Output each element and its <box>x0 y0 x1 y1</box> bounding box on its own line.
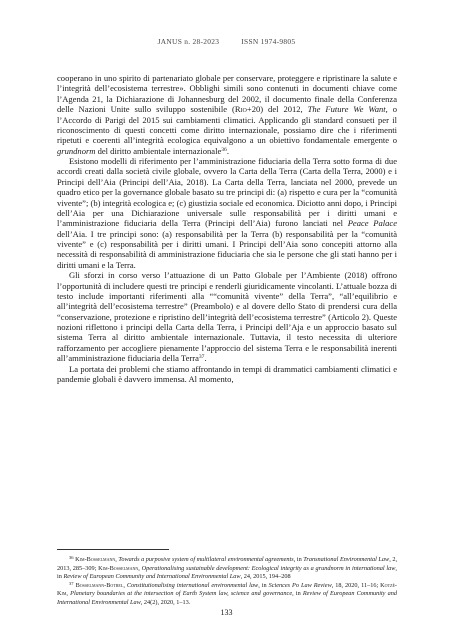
footnote-text: , <box>138 564 142 572</box>
paragraph-text: La portata dei problemi che stiamo affrontando in tempi di drammatici cambiamenti climatici e pandemie globali è davvero immensa. Al momento, <box>57 363 397 384</box>
paragraph-text: Esistono modelli di riferimento per l’amministrazione fiduciaria della Terra sotto forma di due accordi creati dalla società civile globale, ovvero la Carta della Terra (Carta della Terra, 2000) e i Principi dell’Aia (Principi dell’Aia, 2018). La Carta della Terra, lanciata nel 2000, prevede un quadro etico per la governance globale basato su tre principi di: (a) rispetto e cura per la “comunità vivente”; (b) integrità ecologica e; (c) giustizia sociale ed economica. Diciotto anni dopo, i Principi dell’Aia per una Dichiarazione universale sulle responsabilità per i diritti umani e l’amministrazione fiduciaria della Terra (Principi dell’Aia) furono lanciati nel <box>57 156 397 229</box>
paragraph-text: dell’Aia. I tre principi sono: (a) responsabilità per la Terra (b) responsabilità per la “comunità vivente” e (c) responsabilità per i diritti umani. I Principi dell’Aia sono concepiti attorno alla necessità di responsabilità di amministrazione fiduciaria che sia le persone che gli stati hanno per i diritti umani e la Terra. <box>57 228 397 270</box>
footnote-text: , <box>66 590 71 597</box>
footnote-marker: 37 <box>69 580 74 586</box>
paragraph-italic: grundnorm <box>57 145 96 156</box>
paragraph-text: Gli sforzi in corso verso l’attuazione di un Patto Globale per l’Ambiente (2018) offrono l’opportunità di includere questi tre principi e renderli giuridicamente vincolanti. L’attuale bozza di testo include importanti riferimenti alla ““comunità vivente” della Terra”, “all’equilibrio e all’integrità dell’ecosistema terrestre” (Preambolo) e al dovere dello Stato di prendersi cura della “conservazione, protezione e ripristino dell’integrità dell’ecosistema terrestre” (Articolo 2). Queste nozioni riflettono i principi della Carta della Terra, i Principi dell’Aja e un approccio basato sul sistema Terra al diritto ambientale internazionale. Tuttavia, il testo necessita di ulteriore rafforzamento per accogliere pienamente l’approccio del sistema Terra e le responsabilità inerenti all’amministrazione fiduciaria della Terra <box>57 270 397 364</box>
footnote-text: , 24(2), 2020, 1–13. <box>140 598 191 606</box>
footnote-text: , 2, 2013, 285–309; <box>57 556 398 572</box>
paragraph-text: . <box>204 353 207 364</box>
paragraph-text: , o l’Accordo di Parigi del 2015 sui cambiamenti climatici. Applicando gli standard consueti per il riconoscimento di questi concetti come diritto internazionale, possiamo dire che i riferimenti ripetuti e coerenti all’integrità ecologica equivalgono a un obiettivo fondamentale emergente o <box>57 104 398 146</box>
footnote-text: , in <box>292 590 303 597</box>
footnote-text: , 18, 2020, 11–16; <box>331 581 381 589</box>
footnote-italic: Transnational Environmental Law <box>303 556 390 563</box>
footnote-text: , in <box>57 564 397 580</box>
footnote-text: , in <box>258 581 269 589</box>
footnote-italic: Planetary boundaries at the intersection of Earth System law, science and governance <box>70 590 293 597</box>
paragraph-text: +20) del 2012, <box>246 104 308 115</box>
issn: ISSN 1974-9805 <box>241 37 296 46</box>
footnote <box>57 556 397 582</box>
paragraph-text: del diritto ambientale internazionale <box>95 145 222 156</box>
footnote-text: , <box>123 581 127 589</box>
footnote-italic: Operationalising sustainable development: Ecological integrity as a grundnorm in international law <box>141 564 396 572</box>
footnote-marker: 37 <box>198 354 205 361</box>
footnote-marker: 36 <box>221 146 227 153</box>
footnote-smallcaps: Kim-Bosselmann <box>98 564 139 572</box>
journal-issue: JANUS n. 28-2023 <box>157 37 220 46</box>
paragraph <box>57 270 397 363</box>
footnote-smallcaps: Bosselmann-Botrel <box>75 581 124 589</box>
footnote-italic: Review of European Community and International Environmental Law <box>63 573 241 580</box>
footnote <box>57 582 397 608</box>
main-text <box>57 73 397 384</box>
footnote-smallcaps: Kotzé-Kim <box>57 581 397 597</box>
running-header <box>0 37 453 46</box>
paragraph-italic: The Future We Want <box>307 104 386 115</box>
footnote-separator <box>57 549 169 550</box>
paragraph-text: cooperano in uno spirito di partenariato globale per conservare, proteggere e ripristinare la salute e l’integrità dell’ecosistema terrestre». Obblighi simili sono contenuti in documenti chiave come l’Agenda 21, la Dichiarazione di Johannesburg del 2002, il documento finale della Conferenza delle Nazioni Unite sullo sviluppo sostenibile ( <box>57 73 397 115</box>
footnote-text: , 24, 2015, 194–208 <box>240 573 291 580</box>
page-number: 133 <box>220 608 233 617</box>
footnotes <box>57 556 397 607</box>
footnote-marker: 36 <box>69 555 74 560</box>
paragraph-smallcaps: Rio <box>234 104 247 115</box>
footnote-text: , in <box>293 556 304 563</box>
footnote-italic: Review of European Community and International Environmental Law <box>57 590 397 606</box>
paragraph <box>57 364 397 385</box>
paragraph <box>57 156 397 270</box>
paragraph-italic: Peace Palace <box>347 218 398 229</box>
paragraph-text: . <box>226 145 229 156</box>
footnote-italic: Towards a purposive system of multilateral environmental agreements <box>118 556 294 563</box>
paragraph <box>57 73 397 156</box>
footnote-text: , <box>115 556 119 563</box>
footnote-italic: Constitutionalising international environmental law <box>126 581 259 589</box>
footnote-italic: Sciences Po Law Review <box>268 581 332 589</box>
footnote-smallcaps: Kim-Bosselmann <box>75 556 116 563</box>
